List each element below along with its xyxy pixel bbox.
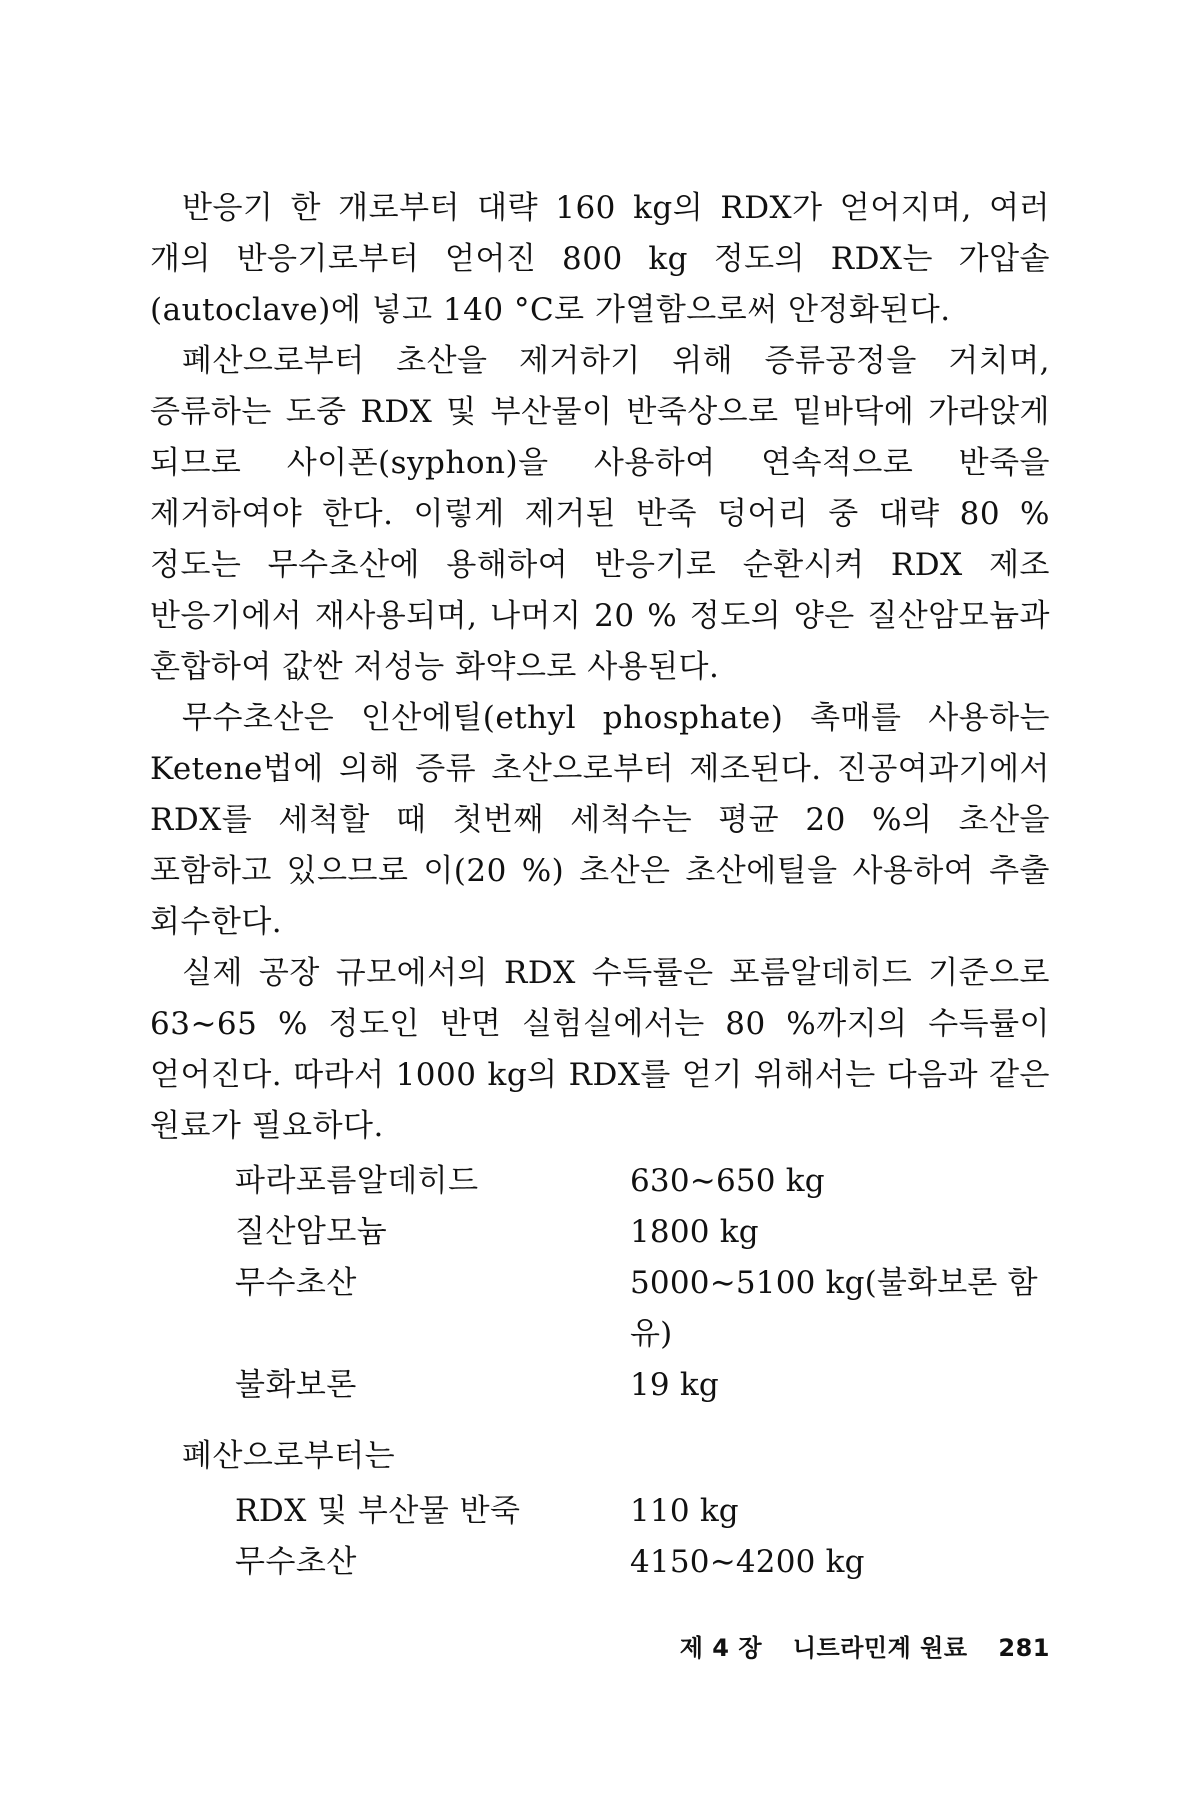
raw-material-name: 질산암모늄 <box>235 1214 388 1250</box>
page-content <box>150 183 1050 1703</box>
raw-material-name: 무수초산 <box>235 1265 357 1301</box>
raw-material-name: 불화보론 <box>235 1367 357 1403</box>
raw-material-amount: 1800 kg <box>630 1214 759 1250</box>
chapter-label: 제 4 장 <box>679 1634 763 1662</box>
raw-material-name: 파라포름알데히드 <box>235 1163 479 1199</box>
paragraph-stabilization: 반응기 한 개로부터 대략 160 kg의 RDX가 얻어지며, 여러 개의 반응기로부터 얻어진 800 kg 정도의 RDX는 가압솥(autoclave)에 넣고 140 °C로 가열함으로써 안정화된다. <box>150 190 1050 328</box>
waste-product-name: 무수초산 <box>235 1544 357 1580</box>
waste-acid-heading: 폐산으로부터는 <box>182 1438 396 1474</box>
paragraph-acetic-anhydride: 무수초산은 인산에틸(ethyl phosphate) 촉매를 사용하는 Ketene법에 의해 증류 초산으로부터 제조된다. 진공여과기에서 RDX를 세척할 때 첫번째 세척수는 평균 20 %의 초산을 포함하고 있으므로 이(20 %) 초산은 초산에틸을 사용하여 추출 회수한다. <box>150 700 1050 940</box>
raw-material-amount: 630∼650 kg <box>630 1163 825 1199</box>
raw-material-list <box>235 1156 1050 1411</box>
page-number: 281 <box>998 1634 1050 1662</box>
chapter-title: 니트라민계 원료 <box>792 1634 968 1662</box>
waste-product-amount: 110 kg <box>630 1493 739 1529</box>
raw-material-amount: 5000∼5100 kg(불화보론 함유) <box>630 1265 1038 1352</box>
waste-product-list <box>235 1486 1050 1588</box>
paragraph-yield: 실제 공장 규모에서의 RDX 수득률은 포름알데히드 기준으로 63∼65 % 정도인 반면 실험실에서는 80 %까지의 수득률이 얻어진다. 따라서 1000 kg의 RDX를 얻기 위해서는 다음과 같은 원료가 필요하다. <box>150 955 1050 1144</box>
page-footer <box>680 1628 1050 1663</box>
raw-material-amount: 19 kg <box>630 1367 719 1403</box>
paragraph-distillation: 폐산으로부터 초산을 제거하기 위해 증류공정을 거치며, 증류하는 도중 RDX 및 부산물이 반죽상으로 밑바닥에 가라앉게 되므로 사이폰(syphon)을 사용하여 연속적으로 반죽을 제거하여야 한다. 이렇게 제거된 반죽 덩어리 중 대략 80 % 정도는 무수초산에 용해하여 반응기로 순환시켜 RDX 제조 반응기에서 재사용되며, 나머지 20 % 정도의 양은 질산암모늄과 혼합하여 값싼 저성능 화약으로 사용된다. <box>150 343 1050 685</box>
waste-product-name: RDX 및 부산물 반죽 <box>235 1493 521 1529</box>
waste-product-amount: 4150∼4200 kg <box>630 1544 865 1580</box>
